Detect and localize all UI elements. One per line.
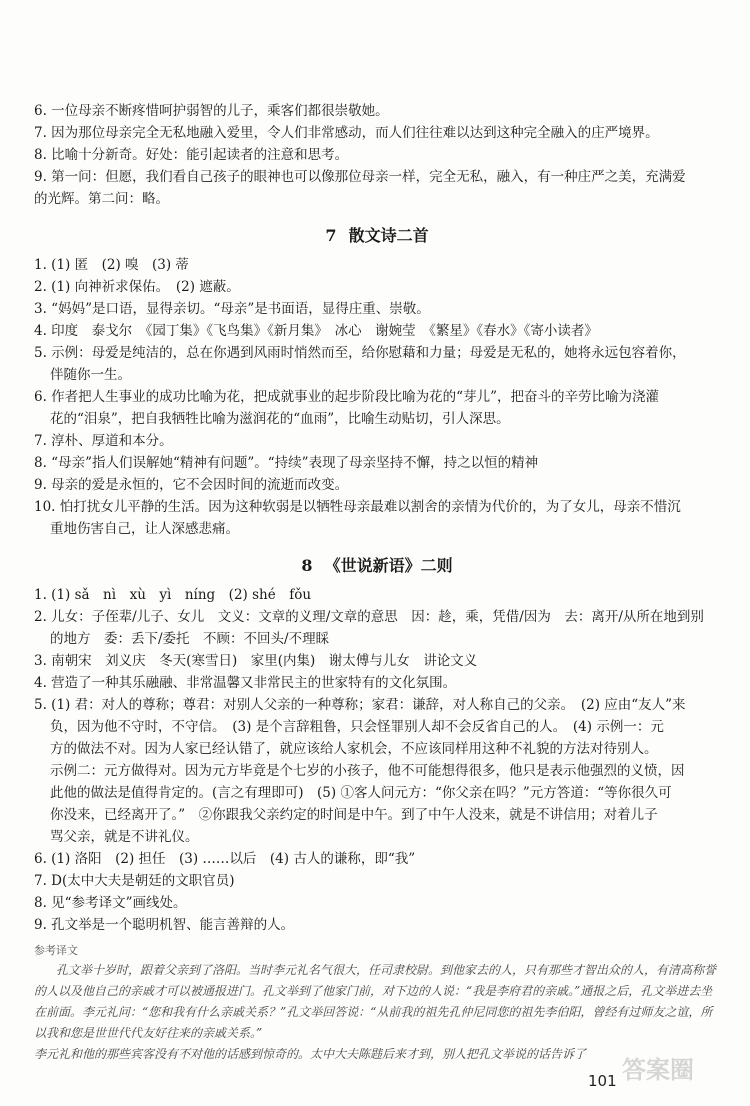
section-7-answers <box>34 254 720 540</box>
section-7-heading <box>34 224 720 248</box>
answer-line: 你没来，已经离开了。” ②你跟我父亲约定的时间是中午。到了中午人没来，就是不讲信用；对着儿子 <box>50 807 658 823</box>
reference-translation-last-line: 李元礼和他的那些宾客没有不对他的话感到惊奇的。太中大夫陈韪后来才到，别人把孔文举说的话告诉了 <box>34 1047 587 1061</box>
answer-line: 10. 怕打扰女儿平静的生活。因为这种软弱是以牺牲母亲最难以割舍的亲情为代价的，为了女儿，母亲不惜沉 <box>34 499 681 515</box>
answer-line: 2. (1) 向神祈求保佑。 (2) 遮蔽。 <box>34 279 240 295</box>
answer-line: 此他的做法是值得肯定的。(言之有理即可) (5) ①客人问元方：“你父亲在吗？”元方答道：“等你很久可 <box>50 785 672 801</box>
answer-line: 重地伤害自己，让人深感悲痛。 <box>50 521 239 537</box>
answer-line: 8. “母亲”指人们误解她“精神有问题”。“持续”表现了母亲坚持不懈，持之以恒的精神 <box>34 455 539 471</box>
answer-line: 花的“泪泉”，把自我牺牲比喻为滋润花的“血雨”，比喻生动贴切，引人深思。 <box>50 411 510 427</box>
answer-line: 方的做法不对。因为人家已经认错了，就应该给人家机会，不应该同样用这种不礼貌的方法对待别人。 <box>50 741 658 757</box>
section-6-tail <box>34 100 720 210</box>
reference-translation-paragraph: 孔文举十岁时，跟着父亲到了洛阳。当时李元礼名气很大，任司隶校尉。到他家去的人，只有那些才智出众的人，有清高称誉的人以及他自己的亲戚才可以被通报进门。孔文举到了他家门前，对下边的人说：“我是李府君的亲戚。”通报之后，孔文举进去坐在前面。李元礼问：“您和我有什么亲戚关系？”孔文举回答说：“从前我的祖先孔仲尼同您的祖先李伯阳，曾经有过师友之谊，所以我和您是世世代代友好往来的亲戚关系。” <box>34 963 717 1040</box>
answer-line: 2. 儿女：子侄辈/儿子、女儿 文义：文章的义理/文章的意思 因：趁，乘，凭借/因为 去：离开/从所在地到别 <box>34 609 704 625</box>
answer-line: 7. D(太中大夫是朝廷的文职官员) <box>34 873 235 889</box>
answer-line: 5. (1) 君：对人的尊称；尊君：对别人父亲的一种尊称；家君：谦辞，对人称自己的父亲。 (2) 应由“友人”来 <box>34 697 686 713</box>
reference-translation-title: 参考译文 <box>34 944 78 957</box>
answer-line: 5. 示例：母爱是纯洁的，总在你遇到风雨时悄然而至，给你慰藉和力量；母爱是无私的，她将永远包容着你， <box>34 345 686 361</box>
answer-line: 示例二：元方做得对。因为元方毕竟是个七岁的小孩子，他不可能想得很多，他只是表示他强烈的义愤，因 <box>50 763 685 779</box>
answer-line: 4. 印度 泰戈尔 《园丁集》《飞鸟集》《新月集》 冰心 谢婉莹 《繁星》《春水》《寄小读者》 <box>34 323 598 339</box>
section-7-number: 7 <box>325 226 337 245</box>
answer-line: 8. 比喻十分新奇。好处：能引起读者的注意和思考。 <box>34 147 349 163</box>
answer-line: 7. 因为那位母亲完全无私地融入爱里，令人们非常感动，而人们往往难以达到这种完全融入的庄严境界。 <box>34 125 659 141</box>
answer-line: 6. 一位母亲不断疼惜呵护弱智的儿子，乘客们都很崇敬她。 <box>34 103 389 119</box>
watermark-logo: 答案圈 <box>622 1056 694 1084</box>
section-8-heading <box>34 554 720 578</box>
section-8-answers <box>34 584 720 936</box>
answer-page <box>34 100 720 1065</box>
answer-line: 8. 见“参考译文”画线处。 <box>34 895 187 911</box>
answer-line: 9. 第一问：但愿，我们看自己孩子的眼神也可以像那位母亲一样，完全无私，融入，有一种庄严之美，充满爱 <box>34 169 686 185</box>
page-number: 101 <box>588 1072 617 1090</box>
answer-line: 6. (1) 洛阳 (2) 担任 (3) ……以后 (4) 古人的谦称，即“我” <box>34 851 416 867</box>
answer-line: 9. 母亲的爱是永恒的，它不会因时间的流逝而改变。 <box>34 477 349 493</box>
section-8-title: 《世说新语》二则 <box>324 556 453 575</box>
answer-line: 6. 作者把人生事业的成功比喻为花，把成就事业的起步阶段比喻为花的“芽儿”，把奋斗的辛劳比喻为浇灌 <box>34 389 659 405</box>
answer-line: 负，因为他不守时，不守信。 (3) 是个言辞粗鲁，只会怪罪别人却不会反省自己的人。 (4) 示例一：元 <box>50 719 664 735</box>
answer-line: 骂父亲，就是不讲礼仪。 <box>50 829 199 845</box>
answer-line: 4. 营造了一种其乐融融、非常温馨又非常民主的世家特有的文化氛围。 <box>34 675 457 691</box>
answer-line: 3. 南朝宋 刘义庆 冬天(寒雪日) 家里(内集) 谢太傅与儿女 讲论文义 <box>34 653 478 669</box>
answer-line: 伴随你一生。 <box>50 367 131 383</box>
section-7-title: 散文诗二首 <box>348 226 429 245</box>
answer-line: 1. (1) 匿 (2) 嗅 (3) 蒂 <box>34 257 189 273</box>
answer-line: 1. (1) sǎ nì xù yì níng (2) shé fǒu <box>34 587 312 603</box>
answer-line: 的地方 委：丢下/委托 不顾：不回头/不理睬 <box>50 631 330 647</box>
answer-line: 3. “妈妈”是口语，显得亲切。“母亲”是书面语，显得庄重、崇敬。 <box>34 301 430 317</box>
answer-line: 的光辉。第二问：略。 <box>34 191 169 207</box>
answer-line: 9. 孔文举是一个聪明机智、能言善辩的人。 <box>34 917 295 933</box>
section-8-number: 8 <box>301 556 313 575</box>
answer-line: 7. 淳朴、厚道和本分。 <box>34 433 173 449</box>
